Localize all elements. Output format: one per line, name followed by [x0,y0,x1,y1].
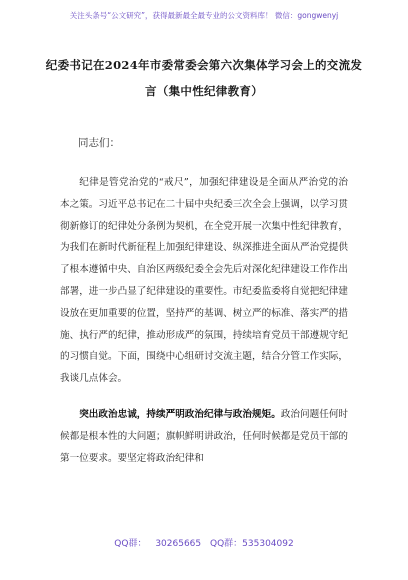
section-heading-inline: 突出政治忠诚，持续严明政治纪律与政治规矩。 [79,408,281,420]
greeting: 同志们： [78,137,120,149]
document-title: 纪委书记在2024年市委常委会第六次集体学习会上的交流发言（集中性纪律教育） [45,58,363,98]
body-paragraph-2 [60,404,348,469]
body-paragraph-1: 纪律是管党治党的“戒尺”，加强纪律建设是全面从严治党的治本之策。习近平总书记在二十届中央纪委三次全会上强调，以学习贯彻新修订的纪律处分条例为契机，在全党开展一次集中性纪律教育，为我们在新时代新征程上加强纪律建设、纵深推进全面从严治党提供了根本遵循中央、自治区两级纪委全会先后对深化纪律建设工作作出部署，进一步凸显了纪律建设的重要性。市纪委监委将自觉把纪律建设放在更加重要的位置，坚持严的基调、树立严的标准、落实严的措施、执行严的纪律，推动形成严的氛围，持续培育党员干部遵规守纪的习惯自觉。下面，围绕中心组研讨交流主题，结合分管工作实际，我谈几点体会。 [60,177,348,385]
header-promo-note: 关注头条号“公文研究”，获得最新最全最专业的公文资料库！ 微信：gongwenyj [69,11,339,20]
footer-qq-groups: QQ群： 30265665 QQ群：535304092 [114,539,294,549]
document-body [60,172,348,469]
paragraph-2-text: 政治问题任何时候都是根本性的大问题；旗帜鲜明讲政治，任何时候都是党员干部的第一位要求。要坚定将政治纪律和 [60,408,349,464]
